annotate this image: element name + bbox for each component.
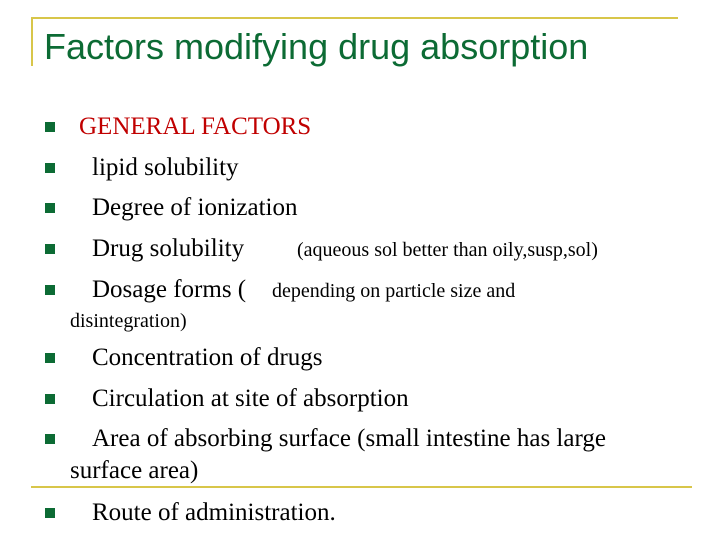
list-item-continuation: disintegration) (70, 310, 187, 332)
frame-left-line (31, 17, 33, 66)
list-item: Route of administration. (92, 499, 336, 526)
square-bullet-icon (45, 353, 55, 363)
list-item: Concentration of drugs (92, 344, 323, 371)
frame-top-line (31, 17, 678, 19)
list-item-note: depending on particle size and (272, 280, 516, 302)
square-bullet-icon (45, 203, 55, 213)
list-item: Degree of ionization (92, 194, 298, 221)
list-item: Drug solubility (92, 235, 245, 262)
frame-bottom-line (31, 486, 692, 488)
slide-title: Factors modifying drug absorption (44, 26, 589, 67)
list-item-note: (aqueous sol better than oily,susp,sol) (297, 239, 598, 261)
square-bullet-icon (45, 434, 55, 444)
square-bullet-icon (45, 285, 55, 295)
list-item: Dosage forms ( (92, 276, 247, 303)
square-bullet-icon (45, 244, 55, 254)
list-item: Area of absorbing surface (small intestine has large (92, 425, 606, 452)
list-item-continuation: surface area) (70, 457, 199, 484)
square-bullet-icon (45, 122, 55, 132)
general-factors-heading: GENERAL FACTORS (79, 113, 312, 140)
square-bullet-icon (45, 508, 55, 518)
list-item: Circulation at site of absorption (92, 385, 409, 412)
square-bullet-icon (45, 394, 55, 404)
list-item: lipid solubility (92, 154, 239, 181)
square-bullet-icon (45, 163, 55, 173)
